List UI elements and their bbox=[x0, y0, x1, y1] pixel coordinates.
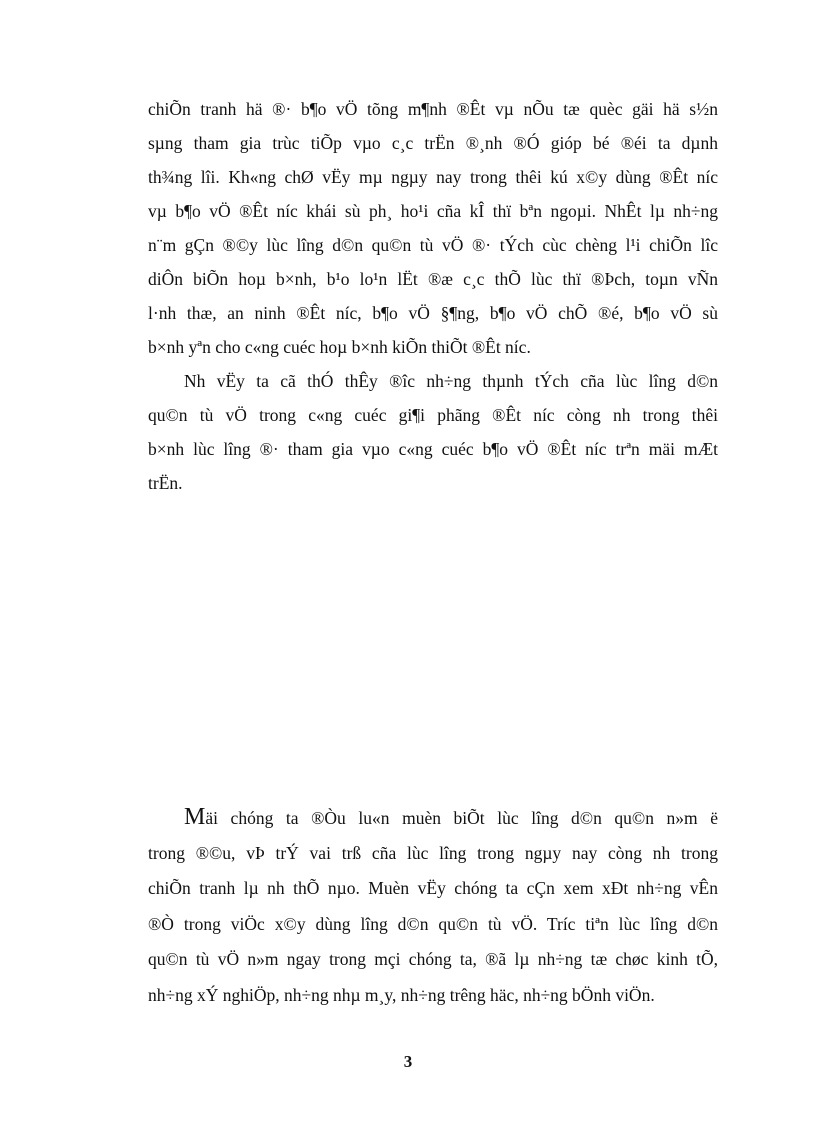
paragraph-3-line: ®Ò trong viÖc x©y dùng lîng d©n qu©n tù vÖ. Tríc tiªn lùc lîng d©n bbox=[148, 913, 718, 934]
paragraph-1-line: chiÕn tranh hä ®· b¶o vÖ tõng m¶nh ®Êt vµ nÕu tæ quèc gäi hä s½n bbox=[148, 99, 718, 119]
paragraph-2-line: trËn. bbox=[148, 473, 183, 493]
paragraph-3-line: qu©n tù vÖ n»m ngay trong mçi chóng ta, ®ã lµ nh÷ng tæ chøc kinh tÕ, bbox=[148, 949, 718, 969]
paragraph-3-line: trong ®©u, vÞ trÝ vai trß cña lùc lîng trong ngµy nay còng nh trong bbox=[148, 842, 718, 863]
paragraph-3-first-line bbox=[148, 800, 718, 836]
text-block-bottom bbox=[148, 800, 718, 1013]
paragraph-2-line: b×nh lùc lîng ®· tham gia vµo c«ng cuéc b¶o vÖ ®Êt níc trªn mäi mÆt bbox=[148, 439, 718, 459]
paragraph-1-line: diÔn biÕn hoµ b×nh, b¹o lo¹n lËt ®æ c¸c thÕ lùc thï ®Þch, toµn vÑn bbox=[148, 269, 718, 289]
paragraph-1-line: vµ b¶o vÖ ®Êt níc khái sù ph¸ ho¹i cña kÎ thï bªn ngoµi. NhÊt lµ nh÷ng bbox=[148, 201, 718, 221]
paragraph-3-dropcap: M bbox=[184, 804, 206, 830]
paragraph-1-line: l·nh thæ, an ninh ®Êt níc, b¶o vÖ §¶ng, b¶o vÖ chÕ ®é, b¶o vÖ sù bbox=[148, 303, 718, 323]
paragraph-1-line: n¨m gÇn ®©y lùc lîng d©n qu©n tù vÖ ®· tÝch cùc chèng l¹i chiÕn lîc bbox=[148, 235, 718, 255]
text-block-top bbox=[148, 92, 718, 500]
paragraph-1-line: th¾ng lîi. Kh«ng chØ vËy mµ ngµy nay trong thêi kú x©y dùng ®Êt níc bbox=[148, 167, 718, 187]
paragraph-3-line: chiÕn tranh lµ nh thÕ nµo. Muèn vËy chóng ta cÇn xem xÐt nh÷ng vÊn bbox=[148, 878, 718, 898]
paragraph-1-line: b×nh yªn cho c«ng cuéc hoµ b×nh kiÕn thiÕt ®Êt níc. bbox=[148, 337, 531, 357]
page-number: 3 bbox=[403, 1052, 413, 1071]
paragraph-1-line: sµng tham gia trùc tiÕp vµo c¸c trËn ®¸nh ®Ó gióp bé ®éi ta dµnh bbox=[148, 133, 718, 153]
paragraph-3-first-line-text: äi chóng ta ®Òu lu«n muèn biÕt lùc lîng d©n qu©n n»m ë bbox=[205, 808, 718, 828]
paragraph-2-line: qu©n tù vÖ trong c«ng cuéc gi¶i phãng ®Êt níc còng nh trong thêi bbox=[148, 405, 718, 425]
paragraph-3-line: nh÷ng xÝ nghiÖp, nh÷ng nhµ m¸y, nh÷ng trêng häc, nh÷ng bÖnh viÖn. bbox=[148, 984, 655, 1005]
paragraph-2-line: Nh vËy ta cã thÓ thÊy ®îc nh÷ng thµnh tÝch cña lùc lîng d©n bbox=[184, 371, 718, 391]
